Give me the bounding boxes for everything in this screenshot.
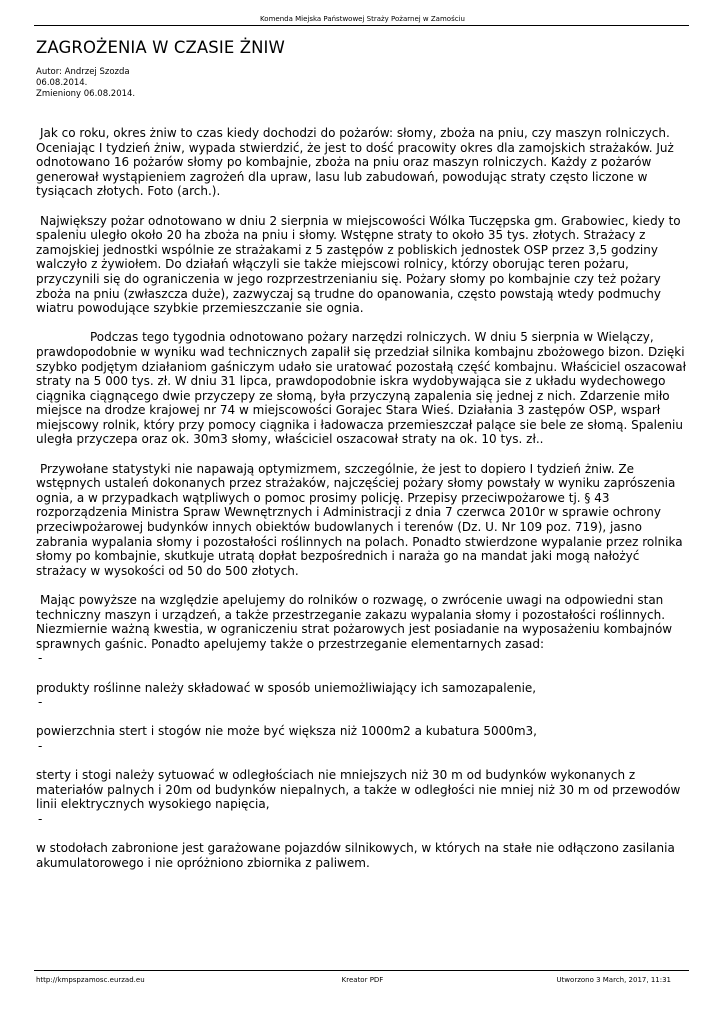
- paragraph: Przywołane statystyki nie napawają optymizmem, szczególnie, że jest to dopiero I tydzień żniw. Ze wstępnych ustaleń dokonanych przez strażaków, najczęściej pożary słomy powstały w wyniku zaprószenia ognia, a w przypadkach wątpliwych o pomoc prosimy policję. Przepisy przeciwpożarowe tj. § 43 rozporządzenia Ministra Spraw Wewnętrznych i Administracji z dnia 7 czerwca 2010r w sprawie ochrony przeciwpożarowej budynków innych obiektów budowlanych i terenów (Dz. U. Nr 109 poz. 719), jasno zabrania wypalania słomy i pozostałości roślinnych na polach. Ponadto stwierdzone wypalanie przez rolnika słomy po kombajnie, skutkuje utratą dopłat bezpośrednich i naraża go na mandat jaki mogą nałożyć strażacy w wysokości od 50 do 500 złotych.: [36, 461, 683, 578]
- page-footer: [0, 970, 725, 990]
- footer-divider: [34, 970, 689, 971]
- list-bullet: -: [38, 651, 43, 666]
- article-meta: [36, 67, 135, 100]
- page-header: [0, 0, 725, 26]
- paragraph: Podczas tego tygodnia odnotowano pożary narzędzi rolniczych. W dniu 5 sierpnia w Wielączy, prawdopodobnie w wyniku wad technicznych zapalił się przedział silnika kombajnu zbożowego bizon. Dzięki szybko podjętym działaniom gaśniczym udało sie uratować pozostałą część kombajnu. Właściciel oszacował straty na 5 000 tys. zł. W dniu 31 lipca, prawdopodobnie iskra wydobywająca sie z układu wydechowego ciągnika ciągnącego dwie przyczepy ze słomą, była przyczyną zapalenia się jednej z nich. Zdarzenie miło miejsce na drodze krajowej nr 74 w miejscowości Gorajec Stara Wieś. Działania 3 zastępów OSP, wsparł miejscowy rolnik, który przy pomocy ciągnika i ładowacza przemieszczał palące sie bele ze słomą. Spaleniu uległa przyczepa oraz ok. 30m3 słomy, właściciel oszacował straty na ok. 10 tys. zł..: [36, 330, 686, 447]
- list-bullet: -: [38, 811, 43, 826]
- footer-url[interactable]: http://kmpspzamosc.eurzad.eu: [36, 976, 145, 984]
- paragraph: Największy pożar odnotowano w dniu 2 sierpnia w miejscowości Wólka Tuczępska gm. Grabowiec, kiedy to spaleniu uległo około 20 ha zboża na pniu i słomy. Wstępne straty to około 35 tys. złotych. Strażacy z zamojskiej jednostki wspólnie ze strażakami z 5 zastępów z pobliskich jednostek OSP przez 3,5 godziny walczyło z żywiołem. Do działań włączyli sie także miejscowi rolnicy, którzy oborując teren pożaru, przyczynili się do ograniczenia w jego rozprzestrzenianiu się. Pożary słomy po kombajnie czy też pożary zboża na pniu (zwłaszcza duże), zazwyczaj są trudne do opanowania, często powstają wtedy podmuchy wiatru powodujące szybkie przemieszczanie sie ognia.: [36, 213, 681, 316]
- article-body: [36, 126, 686, 870]
- article-author: Autor: Andrzej Szozda: [36, 67, 130, 77]
- list-item: sterty i stogi należy sytuować w odległościach nie mniejszych niż 30 m od budynków wykonanych z materiałów palnych i 20m od budynków niepalnych, a także w odległości nie mniej niż 30 m od przewodów linii elektrycznych wysokiego napięcia,: [36, 768, 681, 812]
- footer-created: Utworzono 3 March, 2017, 11:31: [556, 976, 671, 984]
- article-title: ZAGROŻENIA W CZASIE ŻNIW: [36, 38, 285, 57]
- footer-generator: Kreator PDF: [341, 976, 384, 984]
- list-item: w stodołach zabronione jest garażowane pojazdów silnikowych, w których na stałe nie odłączono zasilania akumulatorowego i nie opróżniono zbiornika z paliwem.: [36, 841, 675, 870]
- header-divider: [34, 25, 689, 26]
- paragraph: Mając powyższe na względzie apelujemy do rolników o rozwagę, o zwrócenie uwagi na odpowiedni stan techniczny maszyn i urządzeń, a także przestrzeganie zakazu wypalania słomy i pozostałości roślinnych. Niezmiernie ważną kwestia, w ograniczeniu strat pożarowych jest posiadanie na wyposażeniu kombajnów sprawnych gaśnic. Ponadto apelujemy także o przestrzeganie elementarnych zasad:: [36, 593, 673, 651]
- article-modified: Zmieniony 06.08.2014.: [36, 89, 136, 99]
- paragraph: Jak co roku, okres żniw to czas kiedy dochodzi do pożarów: słomy, zboża na pniu, czy maszyn rolniczych. Oceniając I tydzień żniw, wypada stwierdzić, że jest to dość pracowity okres dla zamojskich strażaków. Już odnotowano 16 pożarów słomy po kombajnie, zboża na pniu oraz maszyn rolniczych. Każdy z pożarów generował wystąpieniem zagrożeń dla upraw, lasu lub zabudowań, powodując straty często liczone w tysiącach złotych. Foto (arch.).: [36, 126, 674, 199]
- list-item: produkty roślinne należy składować w sposób uniemożliwiający ich samozapalenie,: [36, 680, 537, 695]
- list-item: powierzchnia stert i stogów nie może być większa niż 1000m2 a kubatura 5000m3,: [36, 724, 537, 739]
- article-date: 06.08.2014.: [36, 78, 88, 88]
- list-bullet: -: [38, 695, 43, 710]
- header-organization: Komenda Miejska Państwowej Straży Pożarnej w Zamościu: [260, 15, 465, 23]
- list-bullet: -: [38, 738, 43, 753]
